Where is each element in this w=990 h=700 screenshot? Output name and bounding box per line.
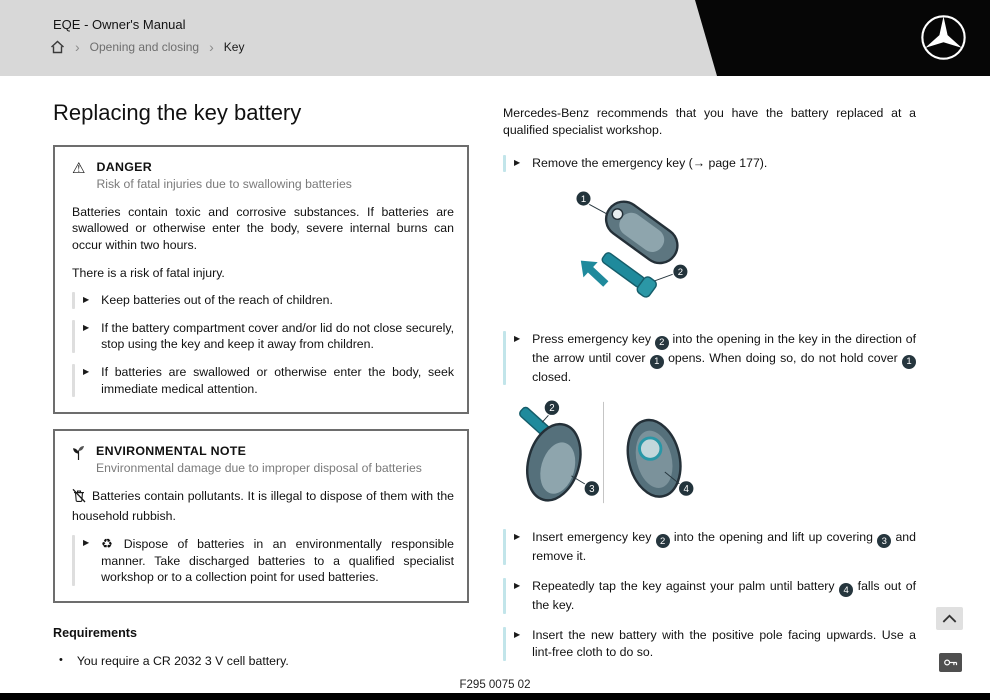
danger-subtitle: Risk of fatal injuries due to swallowing batteries (96, 177, 352, 191)
step-accent-bar (503, 155, 506, 172)
item-arrow-icon: ▶ (83, 295, 90, 305)
header (0, 0, 990, 76)
step-text: Press emergency key 2 into the opening in the key in the direction of the arrow until cover 1 opens. When doing so, do not hold cover 1 closed. (532, 331, 916, 384)
environmental-subtitle: Environmental damage due to improper disposal of batteries (96, 461, 422, 476)
danger-box-header (72, 160, 454, 193)
item-accent-bar (72, 535, 75, 586)
content-area (0, 76, 990, 693)
instruction-step (503, 578, 916, 614)
environmental-paragraph (72, 488, 454, 524)
requirement-item (53, 653, 469, 670)
danger-item (72, 292, 454, 309)
callout-badge: 3 (877, 534, 891, 548)
item-arrow-icon: ▶ (83, 367, 90, 377)
svg-text:3: 3 (589, 484, 595, 496)
environmental-note-box (53, 429, 469, 603)
step-text: Insert the new battery with the positive pole facing upwards. Use a lint-free cloth to do so. (532, 628, 916, 659)
bullet-icon: • (59, 654, 63, 667)
brand-panel (695, 0, 990, 76)
figure-callout-3 (584, 481, 600, 497)
key-fob-open-illustration (518, 403, 589, 507)
chevron-right-icon: › (209, 39, 214, 55)
step-accent-bar (503, 331, 506, 386)
callout-badge: 1 (902, 355, 916, 369)
app-title: EQE - Owner's Manual (53, 17, 186, 32)
step-text: Remove the emergency key (→ page 177). (532, 155, 768, 170)
item-text (101, 535, 454, 586)
eco-leaf-icon (72, 445, 85, 477)
instruction-step (503, 331, 916, 386)
instruction-step (503, 627, 916, 661)
environmental-paragraph-text: Batteries contain pollutants. It is illegal to dispose of them with the household rubbish. (72, 489, 454, 523)
mercedes-benz-logo-icon (920, 14, 967, 61)
bottom-bar (0, 693, 990, 700)
svg-text:2: 2 (677, 266, 684, 278)
intro-text: Mercedes-Benz recommends that you have the battery replaced at a qualified specialist workshop. (503, 106, 916, 137)
step-arrow-icon: ▶ (514, 333, 521, 343)
right-column (503, 100, 916, 674)
home-icon[interactable] (50, 40, 65, 54)
svg-text:2: 2 (549, 403, 555, 415)
step-text: Repeatedly tap the key against your palm until battery 4 falls out of the key. (532, 579, 917, 613)
warning-icon: ⚠ (72, 160, 86, 177)
danger-label: DANGER (96, 160, 152, 174)
item-accent-bar (72, 292, 75, 309)
breadcrumb (50, 40, 244, 54)
danger-paragraph: Batteries contain toxic and corrosive substances. If batteries are swallowed or otherwise enter the body, severe internal burns can occur within two hours. (72, 204, 454, 253)
step-text: Insert emergency key 2 into the opening and lift up covering 3 and remove it. (532, 530, 916, 564)
item-accent-bar (72, 364, 75, 397)
danger-paragraph: There is a risk of fatal injury. (72, 265, 225, 280)
figure-callout-1 (576, 190, 591, 205)
step-accent-bar (503, 578, 506, 614)
callout-badge: 2 (655, 336, 669, 350)
item-text: If the battery compartment cover and/or lid do not close securely, stop using the key and keep it away from children. (101, 320, 454, 352)
figure-callout-2 (544, 400, 560, 416)
figure-battery-cover-removal (501, 398, 916, 512)
item-text: If batteries are swallowed or otherwise enter the body, seek immediate medical attention. (101, 365, 454, 396)
item-accent-bar (72, 320, 75, 353)
page-title: Replacing the key battery (53, 100, 302, 125)
step-accent-bar (503, 627, 506, 661)
scroll-to-top-button[interactable] (936, 607, 963, 630)
environmental-box-header (72, 444, 454, 477)
environmental-item (72, 535, 454, 586)
page-reference-link[interactable]: → page 177 (692, 155, 760, 170)
recycle-icon: ♻ (101, 536, 119, 552)
instruction-step (503, 529, 916, 565)
key-quick-access-button[interactable] (939, 653, 962, 672)
step-arrow-icon: ▶ (514, 581, 521, 591)
danger-item (72, 364, 454, 397)
figure-emergency-key-removal (555, 185, 916, 314)
item-arrow-icon: ▶ (83, 322, 90, 332)
left-column (53, 100, 469, 670)
step-arrow-icon: ▶ (514, 157, 521, 167)
chevron-right-icon: › (75, 39, 80, 55)
step-group (503, 155, 916, 172)
svg-text:1: 1 (580, 193, 587, 205)
callout-badge: 4 (839, 583, 853, 597)
svg-text:4: 4 (683, 484, 689, 496)
callout-badge: 2 (656, 534, 670, 548)
requirement-text: You require a CR 2032 3 V cell battery. (76, 654, 289, 669)
danger-box (53, 145, 469, 414)
step-group (503, 529, 916, 660)
step-arrow-icon: ▶ (514, 630, 521, 640)
danger-item (72, 320, 454, 353)
key-icon (943, 657, 958, 668)
figure-callout-4 (678, 481, 694, 497)
breadcrumb-item-opening-and-closing[interactable]: Opening and closing (89, 40, 200, 54)
environmental-label: ENVIRONMENTAL NOTE (96, 444, 247, 459)
callout-badge: 1 (650, 355, 664, 369)
document-code: F295 0075 02 (459, 679, 531, 691)
item-arrow-icon: ▶ (83, 538, 90, 548)
requirements-heading: Requirements (53, 626, 137, 641)
step-group (503, 331, 916, 386)
item-text-body: Dispose of batteries in an environmentally responsible manner. Take discharged batteries to a qualified specialist workshop or to a collection point for used batteries. (101, 537, 455, 585)
instruction-step (503, 155, 916, 172)
item-text: Keep batteries out of the reach of children. (101, 293, 333, 308)
step-arrow-icon: ▶ (514, 532, 521, 542)
step-accent-bar (503, 529, 506, 565)
breadcrumb-item-key[interactable]: Key (223, 40, 245, 54)
no-household-waste-icon (72, 488, 86, 508)
figure-callout-2 (673, 264, 688, 279)
chevron-up-icon (941, 613, 958, 624)
